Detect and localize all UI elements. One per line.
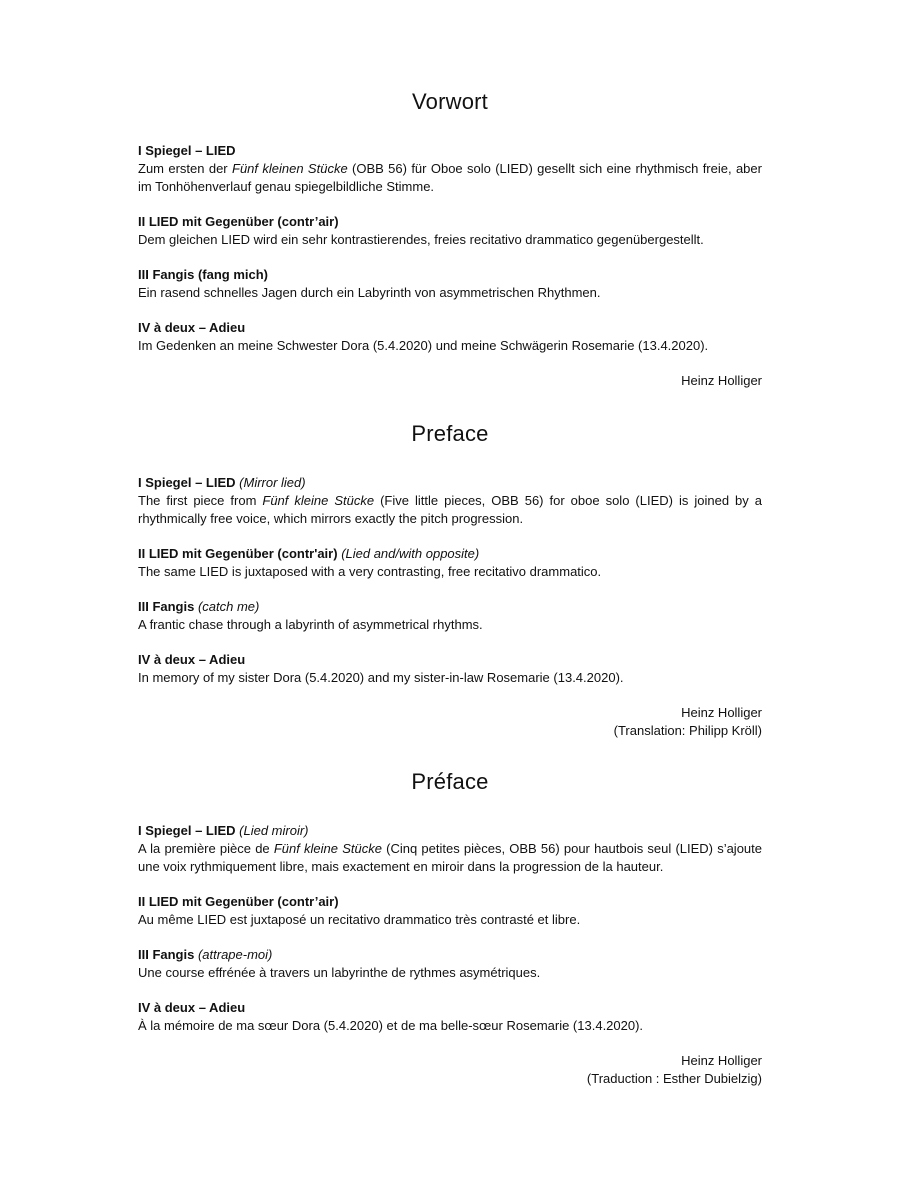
- section-heading: Vorwort: [412, 89, 488, 114]
- piece-description: Une course effrénée à travers un labyrinthe de rythmes asymétriques.: [138, 965, 541, 980]
- section-heading: Preface: [411, 421, 489, 446]
- piece-entry: [138, 213, 762, 249]
- piece-title: II LIED mit Gegenüber (contr'air) (Lied and/with opposite): [138, 546, 480, 561]
- piece-description: The same LIED is juxtaposed with a very contrasting, free recitativo drammatico.: [138, 564, 602, 579]
- signature: Heinz Holliger: [681, 705, 762, 720]
- translation-credit: (Translation: Philipp Kröll): [613, 723, 762, 738]
- piece-entry: [138, 545, 762, 581]
- piece-entry: [138, 474, 762, 528]
- piece-entry: [138, 651, 762, 687]
- piece-entry: [138, 946, 762, 982]
- piece-description: Im Gedenken an meine Schwester Dora (5.4.2020) und meine Schwägerin Rosemarie (13.4.2020).: [138, 338, 709, 353]
- piece-entry: [138, 142, 762, 196]
- piece-entry: [138, 999, 762, 1035]
- piece-description: Ein rasend schnelles Jagen durch ein Labyrinth von asymmetrischen Rhythmen.: [138, 285, 601, 300]
- piece-title: III Fangis (catch me): [138, 599, 260, 614]
- section-heading: Préface: [411, 769, 489, 794]
- piece-description: Au même LIED est juxtaposé un recitativo drammatico très contrasté et libre.: [138, 912, 581, 927]
- piece-description: À la mémoire de ma sœur Dora (5.4.2020) et de ma belle-sœur Rosemarie (13.4.2020).: [138, 1018, 644, 1033]
- piece-entry: [138, 893, 762, 929]
- piece-description: In memory of my sister Dora (5.4.2020) and my sister-in-law Rosemarie (13.4.2020).: [138, 670, 624, 685]
- piece-title: I Spiegel – LIED (Lied miroir): [138, 823, 309, 838]
- piece-description: The first piece from Fünf kleine Stücke (Five little pieces, OBB 56) for oboe solo (LIED) is joined by a rhythmically free voice, which mirrors exactly the pitch progression.: [138, 493, 762, 526]
- piece-title: IV à deux – Adieu: [138, 320, 246, 335]
- piece-title: II LIED mit Gegenüber (contr’air): [138, 214, 339, 229]
- piece-description: Zum ersten der Fünf kleinen Stücke (OBB 56) für Oboe solo (LIED) gesellt sich eine rhythmisch freie, aber im Tonhöhenverlauf genau spiegelbildliche Stimme.: [138, 161, 762, 194]
- piece-title: III Fangis (attrape-moi): [138, 947, 273, 962]
- piece-entry: [138, 822, 762, 876]
- piece-title: I Spiegel – LIED (Mirror lied): [138, 475, 306, 490]
- piece-entry: [138, 598, 762, 634]
- piece-entry: [138, 319, 762, 355]
- signature: Heinz Holliger: [681, 373, 762, 388]
- piece-title: IV à deux – Adieu: [138, 652, 246, 667]
- piece-description: A frantic chase through a labyrinth of asymmetrical rhythms.: [138, 617, 483, 632]
- section-preface: [138, 420, 762, 740]
- piece-title: III Fangis (fang mich): [138, 267, 269, 282]
- piece-description: A la première pièce de Fünf kleine Stücke (Cinq petites pièces, OBB 56) pour hautbois seul (LIED) s’ajoute une voix rythmiquement libre, mais exactement en miroir dans la progression de la hauteur.: [138, 841, 762, 874]
- piece-entry: [138, 266, 762, 302]
- translation-credit: (Traduction : Esther Dubielzig): [586, 1071, 762, 1086]
- piece-description: Dem gleichen LIED wird ein sehr kontrastierendes, freies recitativo drammatico gegenübergestellt.: [138, 232, 704, 247]
- section-preface-fr: [138, 768, 762, 1088]
- piece-title: I Spiegel – LIED: [138, 143, 236, 158]
- section-vorwort: [138, 88, 762, 390]
- signature: Heinz Holliger: [681, 1053, 762, 1068]
- piece-title: II LIED mit Gegenüber (contr’air): [138, 894, 339, 909]
- piece-title: IV à deux – Adieu: [138, 1000, 246, 1015]
